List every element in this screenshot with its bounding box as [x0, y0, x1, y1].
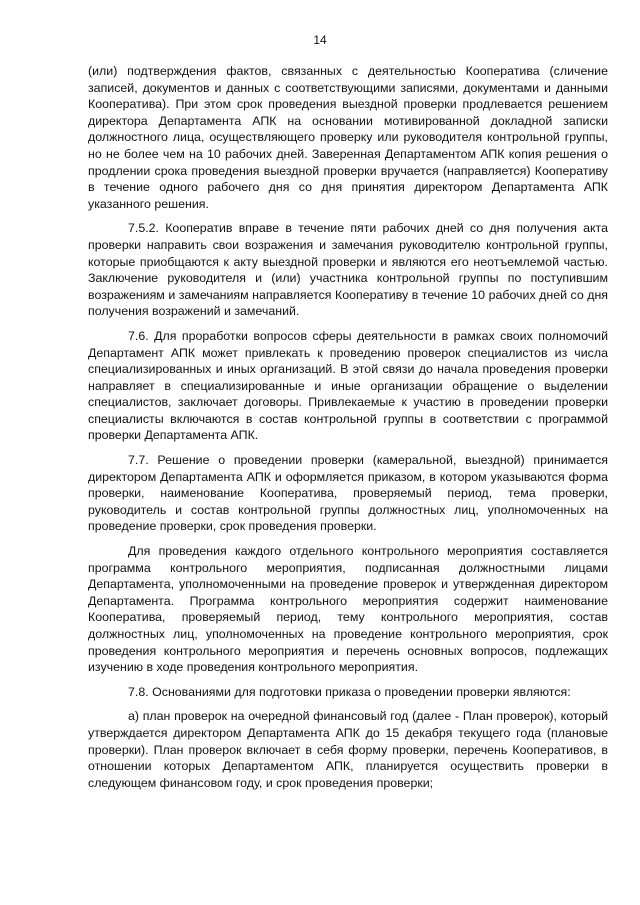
paragraph-7-7: 7.7. Решение о проведении проверки (камеральной, выездной) принимается директором Департамента АПК и оформляется приказом, в котором указываются форма проверки, наименование Кооператива, проверяемый период, тема проверки, руководитель и состав контрольной группы должностных лиц, уполномоченных на проведение проверки, срок проведения проверки. — [88, 453, 608, 534]
paragraph-7-6: 7.6. Для проработки вопросов сферы деятельности в рамках своих полномочий Департамент АПК может привлекать к проведению проверок специалистов из числа специализированных и иных организаций. В этой связи до начала проведения проверки направляет в специализированные и иные организации обращение о выделении специалистов, заключает договоры. Привлекаемые к участию в проведении проверки специалисты включаются в состав контрольной группы в соответствии с программой проверки Департамента АПК. — [88, 328, 608, 443]
paragraph-continuation: (или) подтверждения фактов, связанных с деятельностью Кооператива (сличение записей, документов и данных с соответствующими записями, документами и данными Кооператива). При этом срок проведения выездной проверки продлевается решением директора Департамента АПК на основании мотивированной докладной записки должностного лица, осуществляющего проверку или руководителя контрольной группы, но не более чем на 10 рабочих дней. Заверенная Департаментом АПК копия решения о продлении срока проведения выездной проверки вручается (направляется) Кооперативу в течение одного рабочего дня со дня принятия директором Департамента АПК указанного решения. — [88, 64, 608, 211]
paragraph-7-8-a: а) план проверок на очередной финансовый год (далее - План проверок), который утверждается директором Департамента АПК до 15 декабря текущего года (плановые проверки). План проверок включает в себя форму проверки, перечень Кооперативов, в отношении которых Департаментом АПК, планируется осуществить проверки в следующем финансовом году, и срок проведения проверки; — [88, 709, 608, 790]
paragraph-7-8: 7.8. Основаниями для подготовки приказа о проведении проверки являются: — [128, 684, 571, 699]
document-body — [88, 63, 608, 799]
page-number: 14 — [313, 33, 327, 47]
paragraph-program: Для проведения каждого отдельного контрольного мероприятия составляется программа контрольного мероприятия, подписанная должностными лицами Департамента, уполномоченными на проведение проверок и утвержденная директором Департамента. Программа контрольного мероприятия содержит наименование Кооператива, проверяемый период, тему контрольного мероприятия, состав должностных лиц, уполномоченных на проведение контрольного мероприятия, срок проведения контрольного мероприятия и перечень основных вопросов, подлежащих изучению в ходе проведения контрольного мероприятия. — [88, 544, 608, 675]
paragraph-7-5-2: 7.5.2. Кооператив вправе в течение пяти рабочих дней со дня получения акта проверки направить свои возражения и замечания руководителю контрольной группы, которые приобщаются к акту выездной проверки и являются его неотъемлемой частью. Заключение руководителя и (или) участника контрольной группы по поступившим возражениям и замечаниям направляется Кооперативу в течение 10 рабочих дней со дня получения возражений и замечаний. — [88, 221, 608, 319]
